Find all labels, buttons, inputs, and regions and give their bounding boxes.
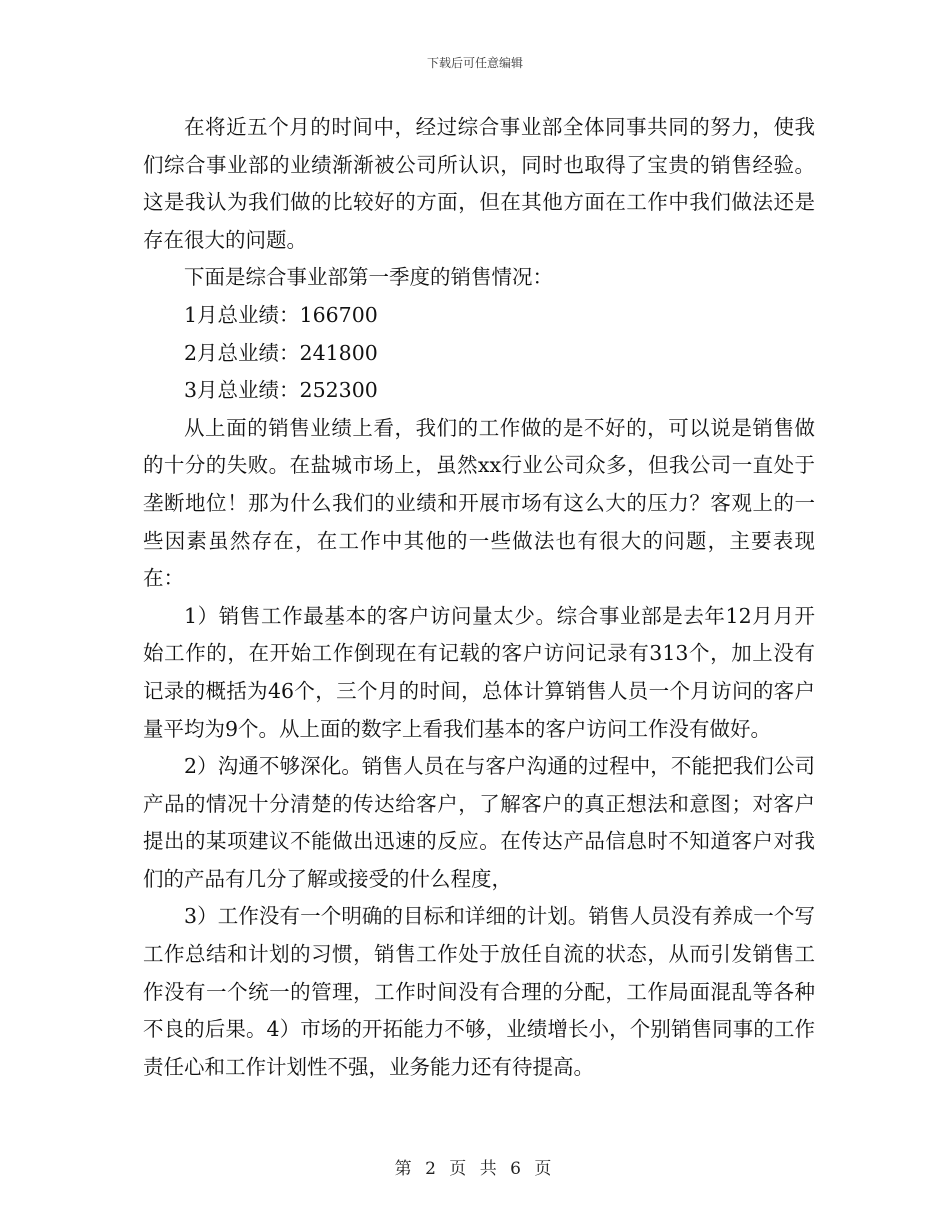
document-body [143,109,815,1086]
paragraph-intro: 在将近五个月的时间中，经过综合事业部全体同事共同的努力，使我们综合事业部的业绩渐渐被公司所认识，同时也取得了宝贵的销售经验。这是我认为我们做的比较好的方面，但在其他方面在工作中我们做法还是存在很大的问题。 [143,115,815,252]
paragraph-issue-2: 2）沟通不够深化。销售人员在与客户沟通的过程中，不能把我们公司产品的情况十分清楚的传达给客户，了解客户的真正想法和意图；对客户提出的某项建议不能做出迅速的反应。在传达产品信息时不知道客户对我们的产品有几分了解或接受的什么程度， [143,754,815,891]
sales-february: 2月总业绩：241800 [184,340,378,365]
paragraph-sales-heading: 下面是综合事业部第一季度的销售情况： [184,265,553,290]
page-number-footer: 第 2 页 共 6 页 [394,1159,556,1179]
paragraph-analysis: 从上面的销售业绩上看，我们的工作做的是不好的，可以说是销售做的十分的失败。在盐城市场上，虽然xx行业公司众多，但我公司一直处于垄断地位！那为什么我们的业绩和开展市场有这么大的压力？客观上的一些因素虽然存在，在工作中其他的一些做法也有很大的问题，主要表现在： [143,415,815,591]
paragraph-issue-1: 1）销售工作最基本的客户访问量太少。综合事业部是去年12月月开始工作的，在开始工作倒现在有记载的客户访问记录有313个，加上没有记录的概括为46个，三个月的时间，总体计算销售人员一个月访问的客户量平均为9个。从上面的数字上看我们基本的客户访问工作没有做好。 [143,603,815,741]
paragraph-issue-3-4: 3）工作没有一个明确的目标和详细的计划。销售人员没有养成一个写工作总结和计划的习惯，销售工作处于放任自流的状态，从而引发销售工作没有一个统一的管理，工作时间没有合理的分配，工作局面混乱等各种不良的后果。4）市场的开拓能力不够，业绩增长小，个别销售同事的工作责任心和工作计划性不强，业务能力还有待提高。 [143,904,815,1079]
sales-march: 3月总业绩：252300 [184,378,378,403]
sales-january: 1月总业绩：166700 [184,302,378,327]
page-header-note: 下载后可任意编辑 [426,56,523,70]
